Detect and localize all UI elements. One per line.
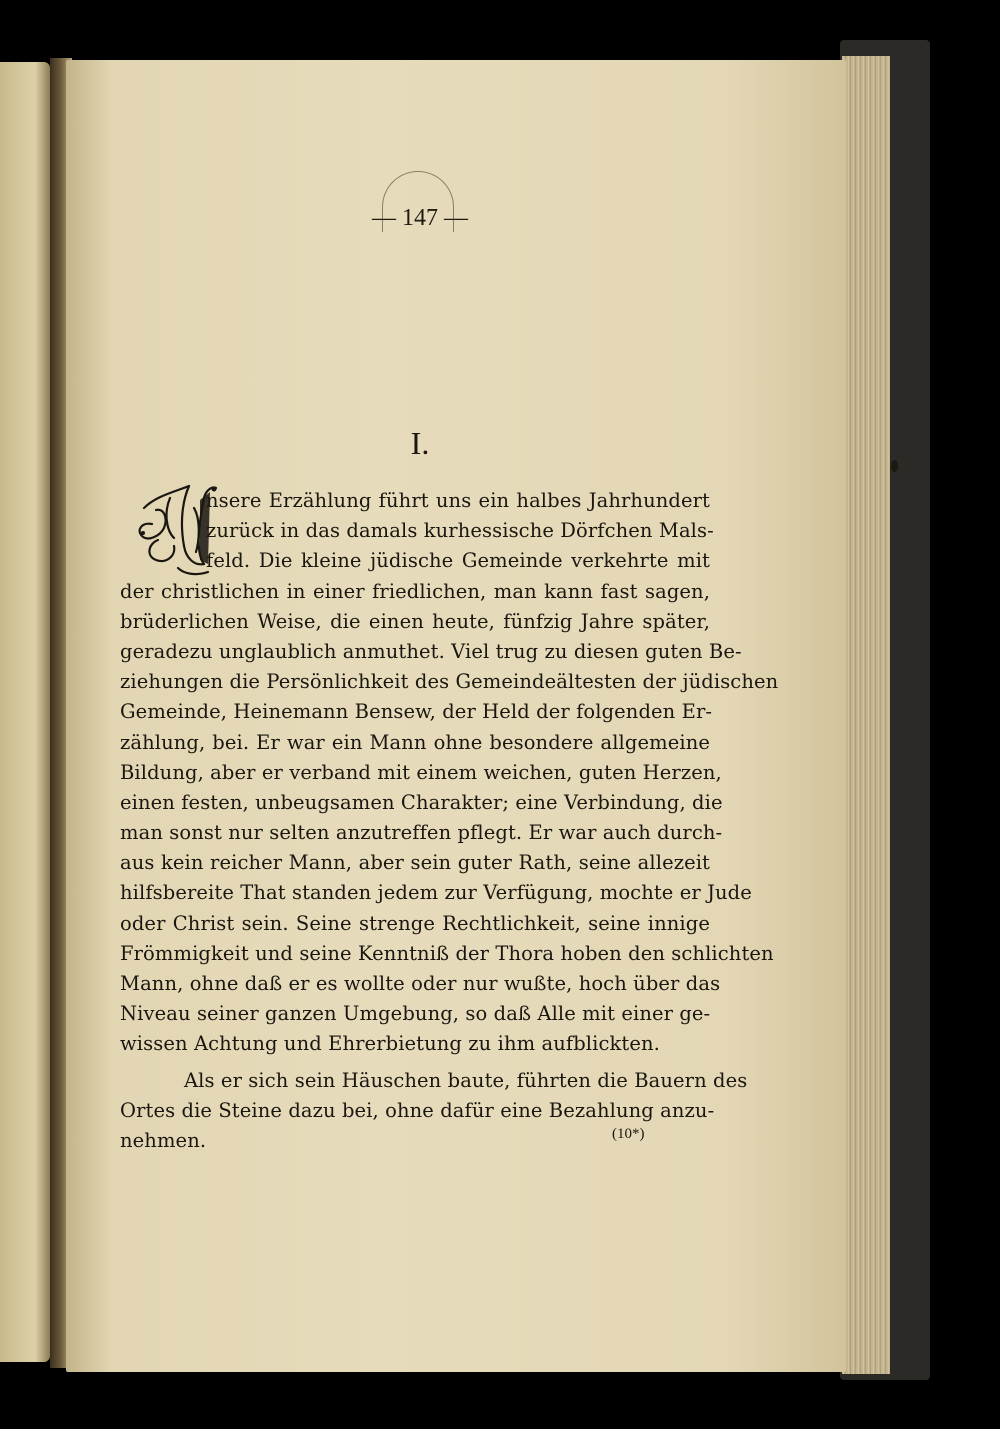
- text-line: feld. Die kleine jüdische Gemeinde verkehrte mit: [206, 549, 710, 573]
- page-number-text: — 147 —: [372, 205, 468, 231]
- text-line: Frömmigkeit und seine Kenntniß der Thora hoben den schlichten: [120, 941, 774, 965]
- text-line: Als er sich sein Häuschen baute, führten die Bauern des: [184, 1068, 748, 1092]
- text-line: Bildung, aber er verband mit einem weichen, guten Herzen,: [120, 760, 722, 784]
- text-line: der christlichen in einer friedlichen, man kann fast sagen,: [120, 579, 710, 603]
- chapter-heading: I.: [410, 425, 430, 461]
- text-line: aus kein reicher Mann, aber sein guter Rath, seine allezeit: [120, 851, 710, 875]
- text-line: einen festen, unbeugsamen Charakter; eine Verbindung, die: [120, 790, 723, 814]
- page-number: [340, 205, 500, 245]
- text-line: nehmen.: [120, 1128, 207, 1152]
- text-line: Mann, ohne daß er es wollte oder nur wußte, hoch über das: [120, 972, 721, 995]
- text-line: oder Christ sein. Seine strenge Rechtlichkeit, seine innige: [120, 911, 710, 935]
- text-line: brüderlichen Weise, die einen heute, fünfzig Jahre später,: [120, 609, 710, 633]
- text-line: Niveau seiner ganzen Umgebung, so daß Alle mit einer ge-: [120, 1002, 711, 1026]
- text-line: zurück in das damals kurhessische Dörfchen Mals-: [206, 519, 714, 543]
- text-line: ziehungen die Persönlichkeit des Gemeindeältesten der jüdischen: [120, 670, 779, 694]
- paragraph-1: [120, 486, 779, 1060]
- page-edges: [842, 56, 890, 1374]
- text-line: geradezu unglaublich anmuthet. Viel trug zu diesen guten Be-: [120, 639, 742, 663]
- text-line: man sonst nur selten anzutreffen pflegt. Er war auch durch-: [120, 821, 723, 845]
- body-text: [120, 486, 779, 1156]
- text-line: Gemeinde, Heinemann Bensew, der Held der folgenden Er-: [120, 700, 713, 724]
- text-line: wissen Achtung und Ehrerbietung zu ihm aufblickten.: [120, 1032, 660, 1056]
- text-line: nsere Erzählung führt uns ein halbes Jahrhundert: [206, 489, 710, 512]
- text-line: zählung, bei. Er war ein Mann ohne besondere allgemeine: [120, 730, 710, 754]
- signature-mark: (10*): [612, 1126, 645, 1142]
- text-line: Ortes die Steine dazu bei, ohne dafür eine Bezahlung anzu-: [120, 1098, 715, 1122]
- ink-speck: [891, 460, 898, 472]
- left-page-edge: [0, 62, 50, 1362]
- text-line: hilfsbereite That standen jedem zur Verfügung, mochte er Jude: [120, 881, 752, 905]
